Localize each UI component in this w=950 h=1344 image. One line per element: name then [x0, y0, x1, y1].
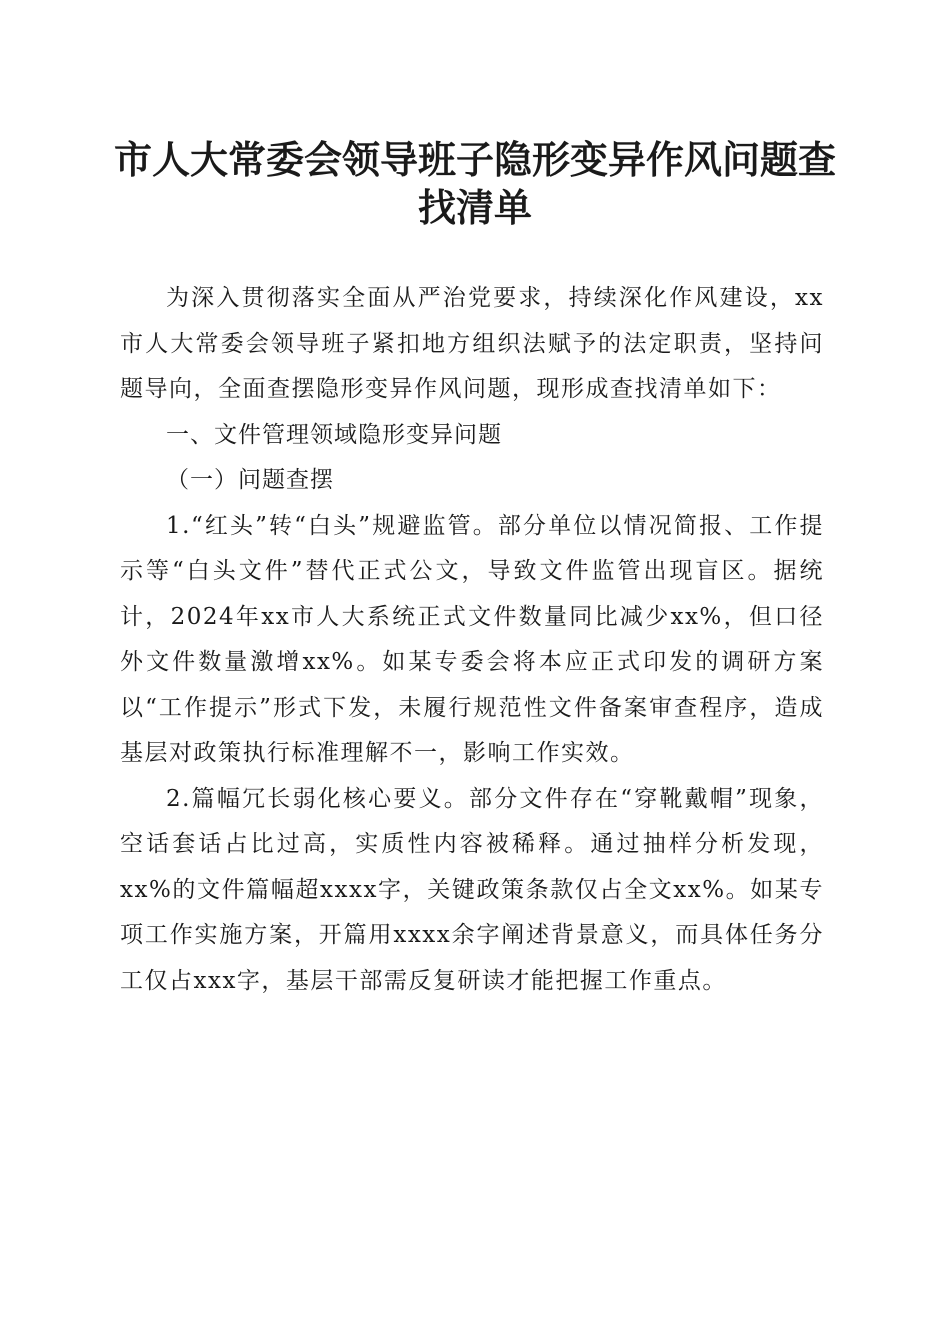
document-body [120, 276, 824, 1004]
section-heading: 一、文件管理领域隐形变异问题 [166, 421, 502, 448]
document-title: 市人大常委会领导班子隐形变异作风问题查找清单 [113, 137, 836, 230]
subsection-heading: （一）问题查摆 [166, 467, 334, 493]
list-item: 2.篇幅冗长弱化核心要义。部分文件存在“穿靴戴帽”现象，空话套话占比过高，实质性内容被稀释。通过抽样分析发现，xx%的文件篇幅超xxxx字，关键政策条款仅占全文xx%。如某专项工作实施方案，开篇用xxxx余字阐述背景意义，而具体任务分工仅占xxx字，基层干部需反复研读才能把握工作重点。 [120, 785, 824, 994]
intro-paragraph: 为深入贯彻落实全面从严治党要求，持续深化作风建设，xx市人大常委会领导班子紧扣地方组织法赋予的法定职责，坚持问题导向，全面查摆隐形变异作风问题，现形成查找清单如下： [120, 285, 824, 402]
list-item: 1.“红头”转“白头”规避监管。部分单位以情况简报、工作提示等“白头文件”替代正式公文，导致文件监管出现盲区。据统计，2024年xx市人大系统正式文件数量同比减少xx%，但口径外文件数量激增xx%。如某专委会将本应正式印发的调研方案以“工作提示”形式下发，未履行规范性文件备案审查程序，造成基层对政策执行标准理解不一，影响工作实效。 [120, 512, 824, 766]
